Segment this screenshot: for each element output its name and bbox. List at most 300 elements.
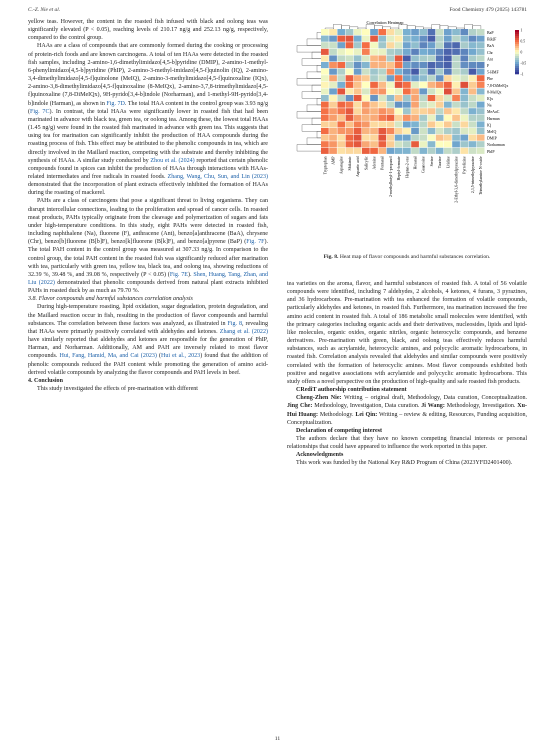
heatmap-cell xyxy=(346,115,354,121)
heatmap-cell xyxy=(469,141,477,147)
heatmap-cell xyxy=(354,49,362,55)
heatmap-cell xyxy=(362,95,370,101)
heatmap-cell xyxy=(337,135,345,141)
citation-link[interactable]: Hui et al., 2023 xyxy=(161,353,201,360)
heatmap-cell xyxy=(436,102,444,108)
heatmap-cell xyxy=(428,29,436,35)
dendrogram-branch xyxy=(302,125,321,132)
row-label: B[k]F xyxy=(487,37,497,42)
heatmap-cell xyxy=(378,121,386,127)
heatmap-cell xyxy=(477,75,485,81)
row-label: Chr xyxy=(487,50,493,55)
heatmap-cell xyxy=(477,95,485,101)
heatmap-cell xyxy=(362,88,370,94)
heatmap-cell xyxy=(452,135,460,141)
heatmap-cell xyxy=(321,75,329,81)
heading-credit: CRediT authorship contribution statement xyxy=(296,387,407,394)
heatmap-cell xyxy=(387,69,395,75)
legend-swatch xyxy=(515,44,519,46)
heatmap-cell xyxy=(387,102,395,108)
heatmap-cell xyxy=(469,82,477,88)
figure-heatmap xyxy=(287,16,527,244)
heatmap-cell xyxy=(436,69,444,75)
heatmap-cell xyxy=(370,108,378,114)
heatmap-cell xyxy=(387,29,395,35)
heatmap-cell xyxy=(403,69,411,75)
heatmap-cell xyxy=(387,115,395,121)
legend-tick: 1 xyxy=(520,28,523,33)
heatmap-cell xyxy=(411,69,419,75)
heatmap-cell xyxy=(469,135,477,141)
heatmap-cell xyxy=(329,49,337,55)
heatmap-cell xyxy=(362,75,370,81)
heatmap-cell xyxy=(403,55,411,61)
citation-link[interactable]: Zhang, Wang, Chu, Sun, and Lin (2023) xyxy=(167,173,268,180)
heatmap-cell xyxy=(387,62,395,68)
heatmap-cell xyxy=(354,55,362,61)
heatmap-cell xyxy=(428,108,436,114)
heatmap-cell xyxy=(346,42,354,48)
heatmap-cell xyxy=(387,128,395,134)
heatmap-cell xyxy=(469,75,477,81)
heatmap-cell xyxy=(354,102,362,108)
heatmap-cell xyxy=(370,102,378,108)
heatmap-cell xyxy=(460,128,468,134)
row-label: DMIP xyxy=(487,136,497,141)
heatmap-cell xyxy=(460,49,468,55)
paragraph-correlation: During high-temperature roasting, lipid oxidation, sugar degradation, protein degradation, and the Maillard reaction occur in fish, resulting in the production of flavor compounds and harmful substances. The correlation between these factors was analyzed, as illustrated in Fig. 8, revealing that HAAs were primarily positively correlated with aldehydes and ketones. Zhang et al. (2022) have similarly reported that aldehydes and ketones are responsible for the generation of PhIP, Harman, and Norharman. Additionally, AM and PAH are inversely related to most flavor compounds. Hui, Fang, Hamid, Ma, and Cai (2023) (Hui et al., 2023) found that the addition of phenolic compounds reduced the PAH content while promoting the generation of amino acid-derived volatile compounds by analyzing the flavor compounds and PAH levels in beef. xyxy=(28,304,269,376)
heatmap-cell xyxy=(444,62,452,68)
heatmap-cell xyxy=(370,62,378,68)
dendrogram-branch xyxy=(366,24,374,29)
heatmap-cell xyxy=(370,148,378,154)
row-label: Ant xyxy=(487,57,493,62)
heatmap-cell xyxy=(329,82,337,88)
heatmap-cell xyxy=(370,82,378,88)
heatmap-cell xyxy=(346,141,354,147)
row-label: 8-MeIQx xyxy=(487,90,502,95)
heatmap-cell xyxy=(354,62,362,68)
heatmap-cell xyxy=(362,135,370,141)
heatmap-cell xyxy=(444,69,452,75)
heatmap-cell xyxy=(428,88,436,94)
heatmap-cell xyxy=(444,82,452,88)
dendrogram-branch xyxy=(350,27,358,29)
legend-swatch xyxy=(515,56,519,58)
heatmap-cell xyxy=(378,115,386,121)
heatmap-cell xyxy=(362,49,370,55)
heatmap-cell xyxy=(378,82,386,88)
heatmap-cell xyxy=(337,141,345,147)
heatmap-cell xyxy=(378,42,386,48)
heatmap-cell xyxy=(378,69,386,75)
column-label: Pentanal xyxy=(380,156,385,170)
heatmap-cell xyxy=(346,121,354,127)
color-legend xyxy=(515,28,526,76)
heatmap-cell xyxy=(419,36,427,42)
heatmap-cell xyxy=(395,128,403,134)
dendrogram-branch xyxy=(297,46,321,53)
column-label: Hexanal xyxy=(413,156,418,170)
heatmap-cell xyxy=(387,42,395,48)
heatmap-cell xyxy=(444,128,452,134)
heatmap-cell xyxy=(329,69,337,75)
heatmap-cell xyxy=(362,42,370,48)
heatmap-cell xyxy=(419,121,427,127)
heatmap-cell xyxy=(362,115,370,121)
heatmap-cell xyxy=(378,148,386,154)
heatmap-cell xyxy=(329,62,337,68)
heatmap-cell xyxy=(411,95,419,101)
row-label: MeIQ xyxy=(487,129,497,134)
row-label: BaA xyxy=(487,44,495,49)
caption-label: Fig. 8. xyxy=(323,254,339,260)
heatmap-cell xyxy=(428,128,436,134)
fig-link[interactable]: Fig. 8 xyxy=(227,320,243,327)
heatmap-cell xyxy=(436,148,444,154)
heatmap-cell xyxy=(411,108,419,114)
heatmap-cell xyxy=(428,36,436,42)
column-label: 2,3,5-trimethylpyrazine xyxy=(470,156,475,194)
heatmap-cell xyxy=(321,121,329,127)
heatmap-cell xyxy=(469,148,477,154)
heatmap-cell xyxy=(403,88,411,94)
heatmap-cell xyxy=(321,36,329,42)
column-label: Guanosine xyxy=(421,156,426,174)
legend-swatch xyxy=(515,48,519,50)
heatmap-cell xyxy=(452,29,460,35)
heatmap-cell xyxy=(419,82,427,88)
left-column xyxy=(28,18,268,393)
heatmap-cell xyxy=(436,75,444,81)
heatmap-cell xyxy=(370,115,378,121)
heatmap-cell xyxy=(469,42,477,48)
heatmap-cell xyxy=(387,36,395,42)
heatmap-cell xyxy=(370,88,378,94)
heatmap-cell xyxy=(387,135,395,141)
heatmap-cell xyxy=(419,135,427,141)
paragraph-credit: Cheng-Zhen Nie: Writing – original draft, Methodology, Data curation, Conceptualization. Jing Che: Methodology, Investigation, Data curation. Ji Wang: Methodology, Investigation. Xu-Hui Huang: Methodology. Lei Qin: Writing – review & editing, Resources, Funding acquisition, Conceptualization. xyxy=(287,395,528,426)
heatmap-cell xyxy=(469,29,477,35)
heatmap-cell xyxy=(460,148,468,154)
heatmap-cell xyxy=(411,82,419,88)
dendrogram-branch xyxy=(317,32,321,39)
heatmap-cell xyxy=(469,69,477,75)
heatmap-cell xyxy=(321,55,329,61)
fig-link[interactable]: Fig. 7D xyxy=(106,100,125,107)
left-dendrogram xyxy=(297,32,321,151)
header-journal: Food Chemistry 479 (2025) 143781 xyxy=(449,7,527,13)
column-label: Salicylic xyxy=(364,156,369,171)
heatmap-cell xyxy=(452,108,460,114)
citation-link[interactable]: Hui, Fang, Hamid, Ma, and Cai (2023) xyxy=(59,353,157,360)
heatmap-cell xyxy=(403,135,411,141)
legend-swatch xyxy=(515,34,519,36)
heatmap-cell xyxy=(460,135,468,141)
dendrogram-branch xyxy=(307,39,321,46)
row-label: IQx xyxy=(487,96,494,101)
heatmap-cell xyxy=(362,55,370,61)
heatmap-cell xyxy=(428,115,436,121)
heatmap-cell xyxy=(452,49,460,55)
heatmap-svg xyxy=(287,16,527,244)
heatmap-cell xyxy=(346,82,354,88)
heatmap-cell xyxy=(419,62,427,68)
heatmap-cell xyxy=(477,29,485,35)
heatmap-cell xyxy=(378,55,386,61)
column-label: Heptan-2-one xyxy=(405,156,410,178)
heatmap-cell xyxy=(411,42,419,48)
column-label: Adenine xyxy=(372,156,377,170)
heatmap-cell xyxy=(403,128,411,134)
heatmap-cell xyxy=(321,135,329,141)
figure-caption xyxy=(287,254,527,260)
heatmap-cell xyxy=(346,148,354,154)
heatmap-cell xyxy=(329,29,337,35)
paragraph: yellow teas. However, the content in the roasted fish infused with black and oolong teas was significantly elevated (P < 0.05), reaching levels of 210.17 ng/g and 252.13 ng/g, respectively, compared to the control group. xyxy=(28,19,268,42)
heatmap-cell xyxy=(436,108,444,114)
heatmap-cell xyxy=(354,108,362,114)
heatmap-cell xyxy=(378,135,386,141)
heatmap-cell xyxy=(395,135,403,141)
heatmap-cell xyxy=(436,42,444,48)
legend-tick: -0.5 xyxy=(520,61,527,66)
heatmap-cell xyxy=(378,88,386,94)
heatmap-cell xyxy=(321,102,329,108)
heatmap-cell xyxy=(469,108,477,114)
dendrogram-branch xyxy=(302,92,321,99)
dendrogram-branch xyxy=(297,145,321,152)
heatmap-cell xyxy=(321,82,329,88)
heatmap-cell xyxy=(395,75,403,81)
legend-swatch xyxy=(515,38,519,40)
heatmap-cell xyxy=(436,82,444,88)
heatmap-cell xyxy=(444,108,452,114)
row-labels xyxy=(487,31,508,154)
heatmap-cell xyxy=(337,69,345,75)
heatmap-cell xyxy=(419,29,427,35)
heatmap-cell xyxy=(354,82,362,88)
heatmap-cell xyxy=(395,42,403,48)
heatmap-cell xyxy=(411,148,419,154)
heatmap-cell xyxy=(452,95,460,101)
dendrogram-branch xyxy=(465,24,473,29)
heatmap-cell xyxy=(370,49,378,55)
heatmap-cell xyxy=(452,55,460,61)
heatmap-cell xyxy=(378,36,386,42)
heatmap-cell xyxy=(436,141,444,147)
dendrogram-branch xyxy=(432,24,440,29)
heatmap-cell xyxy=(395,49,403,55)
heatmap-cell xyxy=(378,128,386,134)
heatmap-cell xyxy=(403,29,411,35)
column-label: 2-methylbutyl-1-propanol xyxy=(388,156,393,197)
heatmap-cell xyxy=(370,75,378,81)
heatmap-cell xyxy=(428,141,436,147)
heatmap-cell xyxy=(428,62,436,68)
heatmap-cell xyxy=(403,36,411,42)
heatmap-cell xyxy=(477,49,485,55)
heatmap-cell xyxy=(346,62,354,68)
heatmap-cell xyxy=(444,135,452,141)
heatmap-cell xyxy=(477,128,485,134)
heatmap-cell xyxy=(362,148,370,154)
heatmap-cell xyxy=(346,29,354,35)
dendrogram-branch xyxy=(415,27,423,29)
dendrogram-branch xyxy=(407,26,415,29)
legend-swatch xyxy=(515,32,519,34)
heatmap-cell xyxy=(444,95,452,101)
citation-link[interactable]: Shen, Huang, Tang, Zhan, and Liu (2022) xyxy=(28,271,268,286)
legend-tick: -1 xyxy=(520,72,524,77)
heatmap-cell xyxy=(419,102,427,108)
heatmap-cell xyxy=(395,62,403,68)
heatmap-cell xyxy=(419,115,427,121)
heatmap-cell xyxy=(477,55,485,61)
heatmap-cell xyxy=(354,148,362,154)
dendrogram-branch xyxy=(317,98,321,105)
paragraph: This work was funded by the National Key R&D Program of China (2023YFD2401400). xyxy=(296,460,513,467)
heatmap-cell xyxy=(337,42,345,48)
heatmap-cell xyxy=(460,42,468,48)
dendrogram-branch xyxy=(374,26,382,29)
heatmap-cell xyxy=(378,49,386,55)
heatmap-cell xyxy=(337,36,345,42)
section-heading-conclusion: 4. Conclusion xyxy=(28,377,63,384)
heatmap-cell xyxy=(395,55,403,61)
heatmap-cell xyxy=(337,121,345,127)
paragraph: The authors declare that they have no known competing financial interests or personal relationships that could have appeared to influence the work reported in this paper. xyxy=(287,435,527,451)
legend-tick: 0 xyxy=(520,50,523,55)
heatmap-cell xyxy=(419,88,427,94)
heatmap-cell xyxy=(378,75,386,81)
citation-link[interactable]: Zhang et al. (2022) xyxy=(219,328,268,335)
paragraph: This study investigated the effects of pre-marination with different xyxy=(37,386,198,393)
legend-swatch xyxy=(515,70,519,72)
dendrogram-branch xyxy=(391,28,399,29)
heatmap-cell xyxy=(477,121,485,127)
heatmap-cell xyxy=(403,121,411,127)
heatmap-cell xyxy=(321,29,329,35)
heatmap-cell xyxy=(436,36,444,42)
dendrogram-branch xyxy=(456,28,464,29)
heatmap-cell xyxy=(436,115,444,121)
heatmap-cell xyxy=(395,121,403,127)
heatmap-cell xyxy=(362,128,370,134)
heatmap-cell xyxy=(346,36,354,42)
heatmap-cell xyxy=(387,148,395,154)
heatmap-cell xyxy=(387,88,395,94)
heatmap-cell xyxy=(477,42,485,48)
heatmap-cell xyxy=(477,36,485,42)
heatmap-cell xyxy=(436,62,444,68)
heatmap-cell xyxy=(477,148,485,154)
paragraph-pahs: PAHs are a class of carcinogens that pose a significant threat to living organisms. They can disrupt intercellular connections, leading to the proliferation and spread of cancer cells. In roasted meat products, PAHs typically originate from the cleavage and polymerization of sugars and fats under high-temperature conditions. In this study, eight PAHs were detected in roasted fish, including naphthalene (Na), fluorene (F), anthracene (Ant), benzo[a]anthracene (BaA), chrysene (Chr), benzo[b]fluorene (B[b]F), benzo[k]fluorene (B[k]F), and benzo[a]pyrene (BaP) (Fig. 7F). The total PAH content in the control group was measured at 307.33 ng/g. In comparison to the control group, the total PAH content in the roasted fish was significantly reduced after marination with tea, particularly with green tea, yellow tea, black tea, and oolong tea, showing reductions of 32.39 %, 39.48 %, and 39.08 %, respectively (P < 0.05) (Fig. 7E). Shen, Huang, Tang, Zhan, and Liu (2022) demonstrated that phenolic compounds derived from natural plant extracts inhibited PAHs in roasted duck by as much as 79.70 %. xyxy=(28,198,268,295)
heatmap-cell xyxy=(362,102,370,108)
heatmap-cell xyxy=(428,135,436,141)
heatmap-cell xyxy=(370,95,378,101)
heatmap-cell xyxy=(370,36,378,42)
heatmap-cell xyxy=(403,108,411,114)
heatmap-cell xyxy=(354,69,362,75)
legend-swatch xyxy=(515,46,519,48)
dendrogram-branch xyxy=(312,118,321,125)
heatmap-cell xyxy=(477,141,485,147)
heatmap-cell xyxy=(321,62,329,68)
right-column xyxy=(287,280,527,468)
legend-swatch xyxy=(515,30,519,32)
legend-swatch xyxy=(515,40,519,42)
row-label: Harman xyxy=(487,116,500,121)
citation-link[interactable]: Zhou et al. (2024) xyxy=(150,157,195,164)
heatmap-cell xyxy=(444,115,452,121)
heatmap-cell xyxy=(452,115,460,121)
heatmap-cell xyxy=(395,102,403,108)
heatmap-cell xyxy=(444,75,452,81)
heatmap-cell xyxy=(395,69,403,75)
heatmap-cell xyxy=(452,42,460,48)
heatmap-cell xyxy=(444,55,452,61)
legend-tick: 0.5 xyxy=(520,39,525,44)
heatmap-cell xyxy=(403,62,411,68)
dendrogram-branch xyxy=(473,26,481,29)
dendrogram-branch xyxy=(307,138,321,145)
heatmap-cell xyxy=(370,141,378,147)
heatmap-cell xyxy=(436,95,444,101)
heatmap-cell xyxy=(419,69,427,75)
heatmap-cell xyxy=(436,121,444,127)
heatmap-cell xyxy=(370,121,378,127)
heatmap-cell xyxy=(452,88,460,94)
heatmap-cell xyxy=(362,82,370,88)
heatmap-cell xyxy=(411,49,419,55)
heatmap-cell xyxy=(329,55,337,61)
heatmap-cell xyxy=(395,115,403,121)
heatmap-cell xyxy=(444,88,452,94)
heatmap-cell xyxy=(329,135,337,141)
dendrogram-branch xyxy=(399,24,407,29)
heatmap-cell xyxy=(395,36,403,42)
heatmap-cell xyxy=(403,148,411,154)
heatmap-cell xyxy=(378,95,386,101)
heading-competing-interest: Declaration of competing interest xyxy=(296,427,383,434)
heatmap-cell xyxy=(403,141,411,147)
fig-link[interactable]: Fig. 7C xyxy=(30,108,50,115)
heatmap-cell xyxy=(370,55,378,61)
heatmap-cell xyxy=(452,148,460,154)
heatmap-cell xyxy=(370,135,378,141)
heatmap-cell xyxy=(452,75,460,81)
column-label: 2-Ethyl-3,6-dimethylpyrazine xyxy=(454,156,459,203)
heatmap-cell xyxy=(329,108,337,114)
heatmap-cell xyxy=(444,141,452,147)
legend-swatch xyxy=(515,60,519,62)
heatmap-cell xyxy=(337,49,345,55)
header-authors: C.-Z. Nie et al. xyxy=(28,7,61,13)
heatmap-cell xyxy=(337,55,345,61)
row-label: Phe xyxy=(487,77,493,82)
heatmap-cell xyxy=(403,49,411,55)
heatmap-cell xyxy=(346,49,354,55)
heatmap-cell xyxy=(354,135,362,141)
fig-link[interactable]: Fig. 7F xyxy=(246,239,265,246)
heatmap-cell xyxy=(387,121,395,127)
heatmap-cell xyxy=(428,55,436,61)
heatmap-cell xyxy=(370,29,378,35)
heatmap-cell xyxy=(354,115,362,121)
heatmap-cell xyxy=(411,36,419,42)
fig-link[interactable]: Fig. 7E xyxy=(169,271,188,278)
